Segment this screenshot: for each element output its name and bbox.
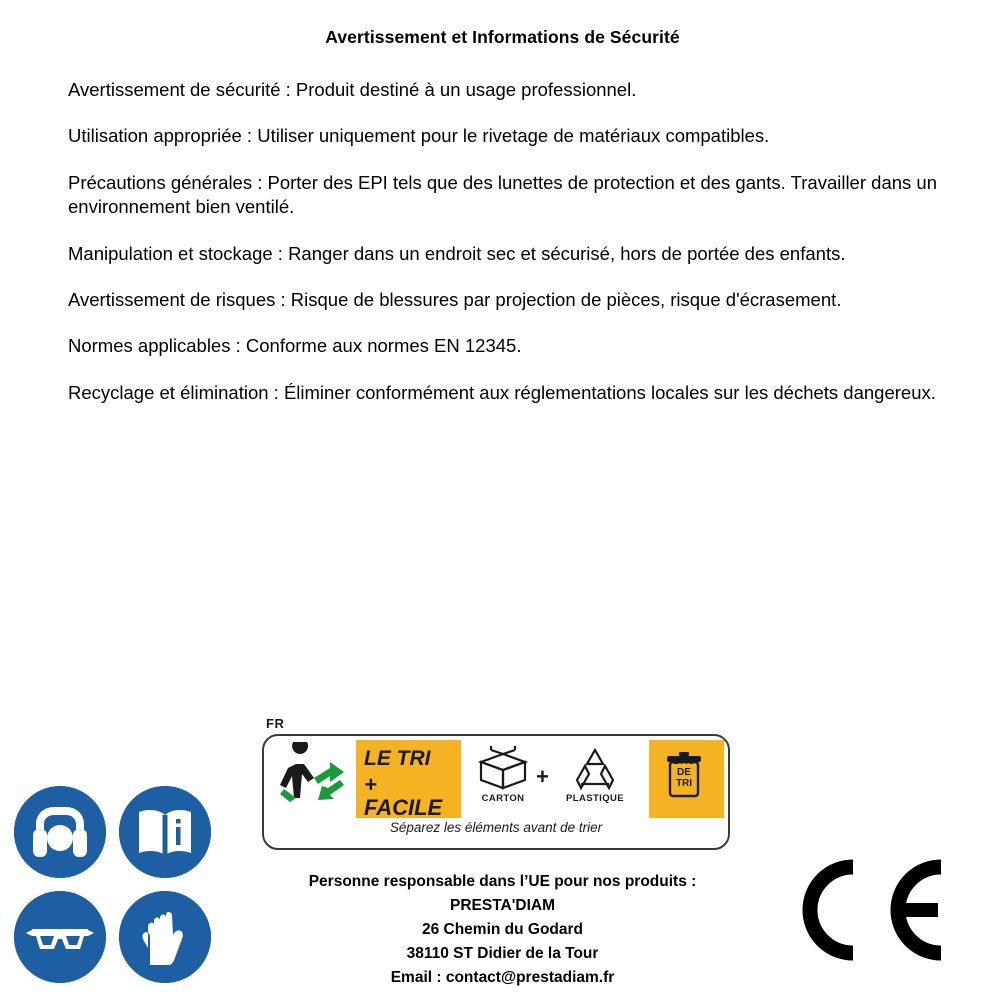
sorting-headline-line1: LE TRI [364, 747, 431, 770]
carton-caption: CARTON [481, 793, 525, 804]
sorting-label-box [262, 734, 730, 850]
sorting-info-label [262, 716, 726, 846]
paragraph-risk-warning: Avertissement de risques : Risque de blessures par projection de pièces, risque d'écrasement. [68, 289, 842, 311]
triman-icon [270, 742, 356, 816]
responsible-address-line2: 38110 ST Didier de la Tour [406, 945, 599, 963]
material-separator: + [536, 764, 549, 789]
sorting-label-footer: Séparez les éléments avant de trier [389, 820, 603, 835]
bin-caption-line1: BAC [673, 756, 695, 767]
paragraph-proper-use: Utilisation appropriée : Utiliser uniquement pour le rivetage de matériaux compatibles. [68, 125, 770, 147]
bin-caption-line2: DE [677, 767, 691, 778]
recycle-loop-icon [565, 744, 625, 792]
sorting-headline [364, 748, 460, 819]
carton-material-block [464, 744, 542, 804]
responsible-company: PRESTA'DIAM [449, 897, 555, 915]
responsible-address-line1: 26 Chemin du Godard [421, 921, 584, 939]
read-instructions-icon [119, 786, 211, 878]
responsible-email: Email : contact@prestadiam.fr [390, 969, 615, 987]
ce-mark-icon [795, 855, 955, 965]
safety-information-body [68, 78, 948, 405]
ear-protection-icon [14, 786, 106, 878]
sorting-bin-caption [656, 756, 712, 789]
label-language-tag: FR [266, 716, 285, 731]
paragraph-applicable-standards: Normes applicables : Conforme aux normes EN 12345. [68, 335, 522, 357]
carton-box-icon [473, 744, 533, 792]
paragraph-handling-storage: Manipulation et stockage : Ranger dans un endroit sec et sécurisé, hors de portée des enfants. [68, 242, 846, 264]
page-title: Avertissement et Informations de Sécurité [325, 27, 680, 47]
paragraph-recycling-disposal: Recyclage et élimination : Éliminer conformément aux réglementations locales sur les déchets dangereux. [68, 381, 936, 403]
sorting-headline-line2: + FACILE [364, 772, 443, 821]
paragraph-safety-warning: Avertissement de sécurité : Produit destiné à un usage professionnel. [68, 79, 637, 100]
paragraph-general-precautions: Précautions générales : Porter des EPI tels que des lunettes de protection et des gants. Travailler dans un environnement bien ventilé. [68, 171, 937, 218]
responsible-intro: Personne responsable dans l’UE pour nos produits : [308, 873, 697, 890]
plastic-caption: PLASTIQUE [566, 793, 624, 804]
bin-caption-line3: TRI [675, 778, 693, 789]
plastic-material-block [556, 744, 634, 804]
